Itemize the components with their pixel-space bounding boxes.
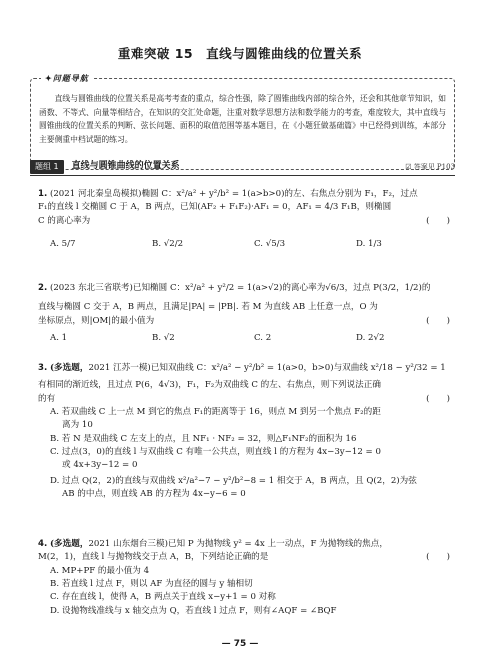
question-1 — [38, 188, 458, 251]
guide-text: 直线与圆锥曲线的位置关系是高考考查的重点，综合性强，除了圆锥曲线内部的综合外，还会和其他章节知识，如函数、不等式、向量等相结合，在知识的交汇处命题，注重对数学思想方法和数学能力的考查，难度较大，其中直线与圆锥曲线的位置关系的判断、弦长问题、面积的取值范围等基本题目，在《小题狂做基础篇》中已经得到训练，本部分主要侧重中档试题的练习。 — [39, 94, 446, 144]
multi-select-tag: (多选题， — [49, 363, 89, 373]
option-c: C. 2 — [254, 332, 272, 343]
multi-select-tag: (多选题， — [49, 539, 89, 549]
answer-blank: ( ) — [426, 552, 450, 563]
option-a: A. MP+PF 的最小值为 4 — [50, 565, 150, 576]
question-number: 1. — [38, 189, 48, 199]
question-text: M(2，1)，直线 l 与抛物线交于点 A，B，下列结论正确的是 — [38, 552, 269, 563]
option-c-continued: 或 4x+3y−12 = 0 — [62, 460, 138, 471]
option-d-continued: AB 的中点，则直线 AB 的方程为 4x−y−6 = 0 — [62, 488, 246, 499]
option-d: D. 2√2 — [356, 332, 385, 343]
question-4 — [38, 538, 458, 618]
question-text: C 的离心率为 — [38, 215, 91, 226]
question-text: (2023 东北三省联考)已知椭圆 C：x²/a² + y²/2 = 1(a>√2)的离心率为√6/3，过点 P(3/2，1/2)的 — [49, 283, 431, 293]
option-b: B. 若 N 是双曲线 C 左支上的点，且 NF₁ · NF₂ = 32，则△F₁NF₂的面积为 16 — [50, 433, 357, 444]
option-a: A. 1 — [50, 332, 68, 343]
guide-box — [30, 73, 455, 170]
question-text: 2021 江苏一模)已知双曲线 C：x²/a² − y²/b² = 1(a>0，b>0)与双曲线 x²/18 − y²/32 = 1 — [88, 363, 446, 373]
question-text: 2021 山东烟台三模)已知 P 为抛物线 y² = 4x 上一动点，F 为抛物线的焦点， — [88, 539, 388, 549]
option-d: D. 设抛物线准线与 x 轴交点为 Q，若直线 l 过点 F，则有∠AQF = ∠BQF — [50, 605, 337, 616]
question-2 — [38, 282, 458, 345]
question-text: F₁的直线 l 交椭圆 C 于 A，B 两点，已知(AF₂ + F₁F₂)·AF₁ = 0，AF₁ = 4/3 F₁B，则椭圆 — [38, 202, 392, 213]
answer-blank: ( ) — [426, 215, 450, 226]
option-c: C. 过点(3，0)的直线 l 与双曲线 C 有唯一公共点，则直线 l 的方程为 4x−3y−12 = 0 — [50, 446, 381, 457]
answer-blank: ( ) — [426, 315, 450, 326]
question-text: 的有 — [38, 393, 56, 404]
page-number: — 75 — — [221, 639, 259, 649]
question-3 — [38, 362, 458, 501]
guide-tag: ✦ 问题导航 — [41, 72, 93, 84]
option-b: B. √2/2 — [152, 238, 184, 249]
answer-reference: ☑ 答案见 P103 — [405, 162, 455, 171]
option-d: D. 过点 Q(2，2)的直线与双曲线 x²/a²−7 − y²/b²−8 = 1 相交于 A，B 两点，且 Q(2，2)为弦 — [50, 475, 417, 486]
option-c: C. 存在直线 l，使得 A，B 两点关于直线 x−y+1 = 0 对称 — [50, 592, 276, 603]
question-text: (2021 河北秦皇岛模拟)椭圆 C：x²/a² + y²/b² = 1(a>b>0)的左、右焦点分别为 F₁，F₂，过点 — [49, 189, 418, 199]
answer-blank: ( ) — [426, 393, 450, 404]
page-title: 重难突破 15 直线与圆锥曲线的位置关系 — [117, 46, 363, 61]
option-a-continued: 离为 10 — [62, 420, 93, 431]
topic-header — [30, 159, 455, 176]
question-text: 有相同的渐近线，且过点 P(6，4√3)，F₁，F₂为双曲线 C 的左、右焦点，则下列说法正确 — [38, 380, 381, 391]
option-a: A. 5/7 — [50, 238, 76, 249]
option-a: A. 若双曲线 C 上一点 M 到它的焦点 F₁的距离等于 16，则点 M 到另一个焦点 F₂的距 — [50, 406, 381, 417]
option-c: C. √5/3 — [254, 238, 286, 249]
question-number: 4. — [38, 539, 48, 549]
question-number: 2. — [38, 283, 48, 293]
topic-badge: 题组 1 — [30, 160, 64, 174]
question-text: 坐标原点，则|OM|的最小值为 — [38, 315, 155, 326]
option-d: D. 1/3 — [356, 238, 382, 249]
topic-title: 直线与圆锥曲线的位置关系 — [71, 161, 180, 172]
option-b: B. 若直线 l 过点 F，则以 AF 为直径的圆与 y 轴相切 — [50, 578, 253, 589]
option-b: B. √2 — [152, 332, 175, 343]
question-number: 3. — [38, 363, 48, 373]
question-text: 直线与椭圆 C 交于 A，B 两点，且满足|PA| = |PB|. 若 M 为直线 AB 上任意一点，O 为 — [38, 302, 378, 313]
